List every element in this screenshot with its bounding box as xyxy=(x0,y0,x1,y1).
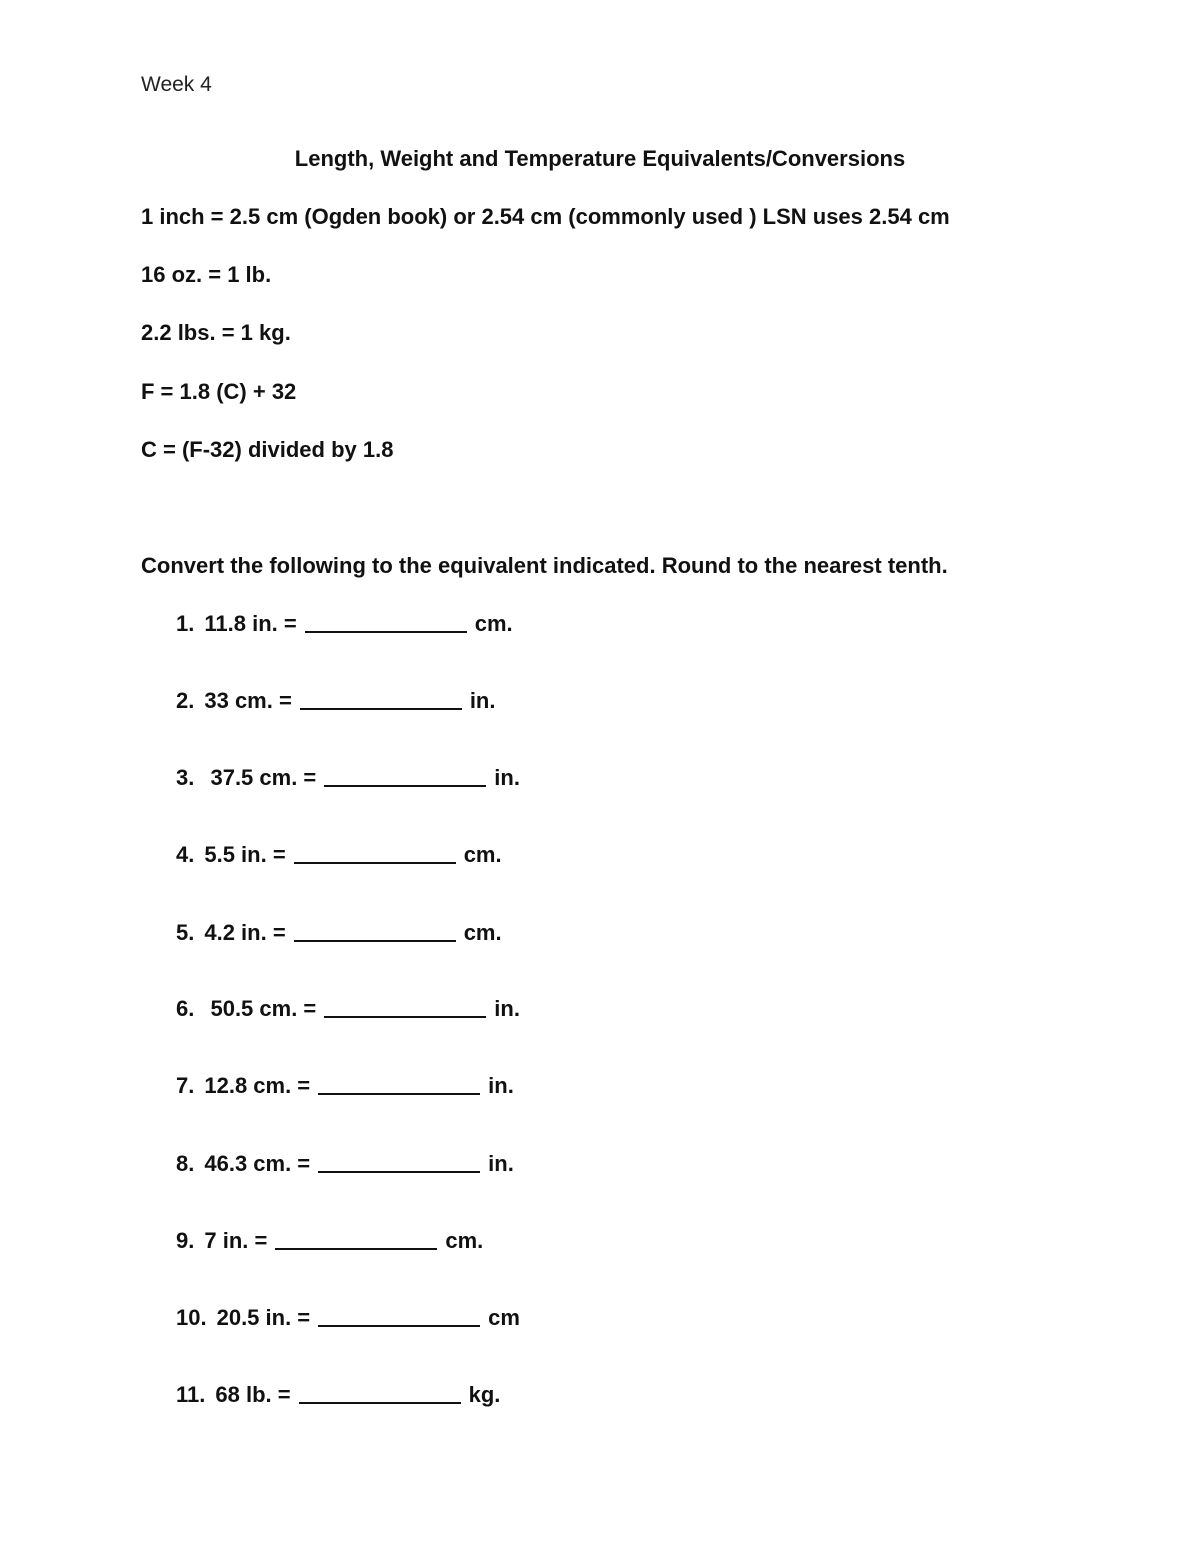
rule-oz-lb: 16 oz. = 1 lb. xyxy=(141,262,272,287)
answer-blank[interactable] xyxy=(275,1230,437,1250)
problem-item xyxy=(176,1305,520,1331)
problem-unit: cm xyxy=(488,1305,520,1330)
instructions: Convert the following to the equivalent indicated. Round to the nearest tenth. xyxy=(141,553,948,578)
week-header: Week 4 xyxy=(141,73,212,96)
answer-blank[interactable] xyxy=(299,1384,461,1404)
problem-unit: in. xyxy=(488,1073,514,1098)
problem-item xyxy=(176,611,513,637)
problem-item xyxy=(176,688,495,714)
problem-item xyxy=(176,842,502,868)
problem-quantity: 68 lb. = xyxy=(215,1382,291,1407)
problem-quantity: 5.5 in. = xyxy=(204,842,286,867)
problem-unit: kg. xyxy=(468,1382,501,1407)
problem-unit: in. xyxy=(494,765,520,790)
problem-item xyxy=(176,1382,500,1408)
rule-celsius: C = (F-32) divided by 1.8 xyxy=(141,437,394,462)
rule-lb-kg: 2.2 lbs. = 1 kg. xyxy=(141,320,291,345)
problem-quantity: 12.8 cm. = xyxy=(204,1073,311,1098)
problem-number: 3. xyxy=(176,765,195,790)
answer-blank[interactable] xyxy=(305,613,467,633)
problem-item xyxy=(176,1151,514,1177)
problem-number: 4. xyxy=(176,842,195,867)
page-title: Length, Weight and Temperature Equivalents/Conversions xyxy=(294,146,906,171)
answer-blank[interactable] xyxy=(294,922,456,942)
problem-quantity: 46.3 cm. = xyxy=(204,1151,311,1176)
problem-quantity: 20.5 in. = xyxy=(216,1305,311,1330)
problem-unit: cm. xyxy=(445,1228,484,1253)
problem-quantity: 4.2 in. = xyxy=(204,920,286,945)
answer-blank[interactable] xyxy=(324,998,486,1018)
problem-quantity: 50.5 cm. = xyxy=(204,996,317,1021)
answer-blank[interactable] xyxy=(318,1307,480,1327)
problem-item xyxy=(176,996,520,1022)
problem-unit: in. xyxy=(494,996,520,1021)
problem-unit: cm. xyxy=(463,842,502,867)
answer-blank[interactable] xyxy=(318,1153,480,1173)
problem-number: 11. xyxy=(176,1382,206,1407)
answer-blank[interactable] xyxy=(300,690,462,710)
problem-number: 5. xyxy=(176,920,195,945)
problem-number: 2. xyxy=(176,688,195,713)
problem-quantity: 37.5 cm. = xyxy=(204,765,317,790)
problem-quantity: 33 cm. = xyxy=(204,688,292,713)
problem-number: 10. xyxy=(176,1305,207,1330)
rule-fahrenheit: F = 1.8 (C) + 32 xyxy=(141,379,297,404)
problem-unit: in. xyxy=(469,688,496,713)
answer-blank[interactable] xyxy=(294,844,456,864)
problem-number: 7. xyxy=(176,1073,195,1098)
problem-number: 9. xyxy=(176,1228,195,1253)
problem-unit: in. xyxy=(488,1151,514,1176)
problem-unit: cm. xyxy=(463,920,502,945)
problem-number: 6. xyxy=(176,996,195,1021)
rule-inch-cm: 1 inch = 2.5 cm (Ogden book) or 2.54 cm (commonly used ) LSN uses 2.54 cm xyxy=(141,204,950,229)
answer-blank[interactable] xyxy=(324,767,486,787)
problem-quantity: 11.8 in. = xyxy=(204,611,297,636)
problem-number: 8. xyxy=(176,1151,195,1176)
problem-number: 1. xyxy=(176,611,195,636)
answer-blank[interactable] xyxy=(318,1075,480,1095)
problem-item xyxy=(176,1073,514,1099)
problem-item xyxy=(176,765,520,791)
problem-item xyxy=(176,1228,483,1254)
problem-unit: cm. xyxy=(474,611,513,636)
problem-item xyxy=(176,920,502,946)
problem-quantity: 7 in. = xyxy=(204,1228,268,1253)
